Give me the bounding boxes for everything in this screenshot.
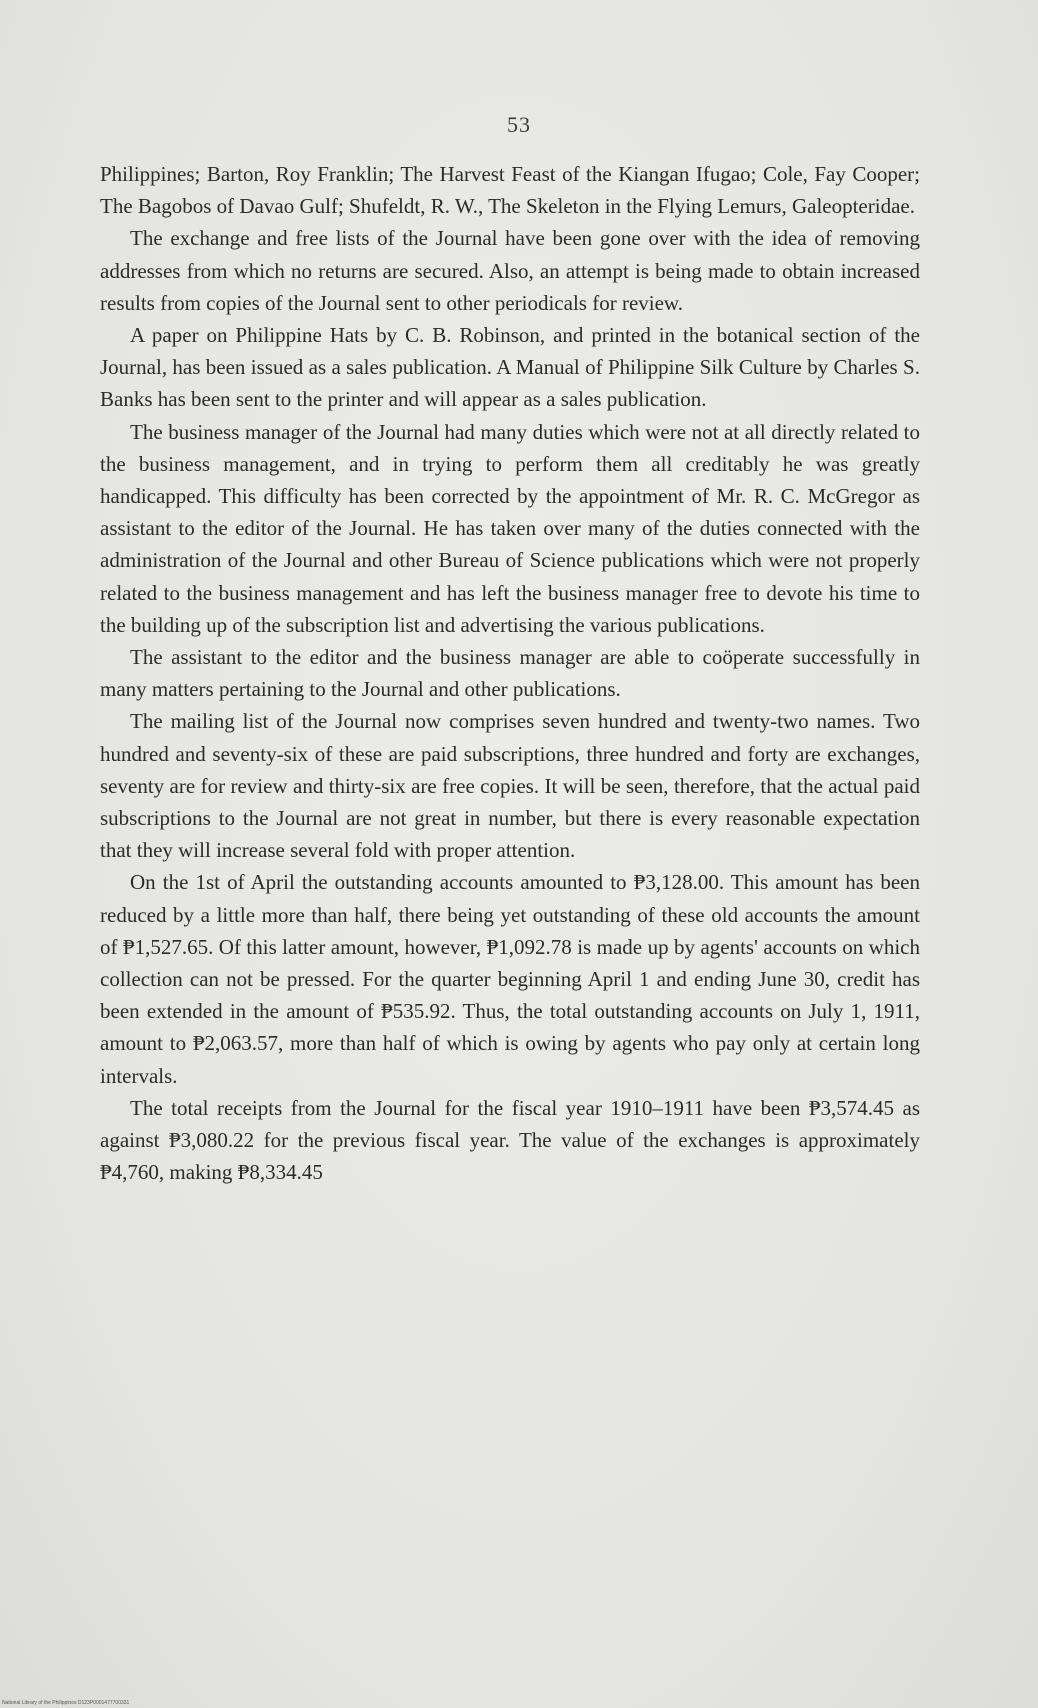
paragraph-6: The mailing list of the Journal now comprises seven hundred and twenty-two names. Two hundred and seventy-six of these are paid subscriptions, three hundred and forty are exchanges, seventy are for review and thirty-six are free copies. It will be seen, therefore, that the actual paid subscriptions to the Journal are not great in number, but there is every reasonable expectation that they will increase several fold with proper attention. bbox=[100, 709, 920, 863]
body-text bbox=[100, 158, 920, 1189]
paragraph-4: The business manager of the Journal had many duties which were not at all directly related to the business management, and in trying to perform them all creditably he was greatly handicapped. This difficulty has been corrected by the appointment of Mr. R. C. McGregor as assistant to the editor of the Journal. He has taken over many of the duties connected with the administration of the Journal and other Bureau of Science publications which were not properly related to the business management and has left the business manager free to devote his time to the building up of the subscription list and advertising the various publications. bbox=[100, 419, 920, 637]
paragraph-8: The total receipts from the Journal for the fiscal year 1910–1911 have been ₱3,574.45 as against ₱3,080.22 for the previous fiscal year. The value of the exchanges is approximately ₱4,760, making ₱8,334.45 bbox=[100, 1095, 920, 1185]
paragraph-2: The exchange and free lists of the Journal have been gone over with the idea of removing addresses from which no returns are secured. Also, an attempt is being made to obtain increased results from copies of the Journal sent to other periodicals for review. bbox=[100, 226, 920, 315]
paragraph-3: A paper on Philippine Hats by C. B. Robinson, and printed in the botanical section of the Journal, has been issued as a sales publication. A Manual of Philippine Silk Culture by Charles S. Banks has been sent to the printer and will appear as a sales publication. bbox=[100, 323, 920, 412]
scan-credit: National Library of the Philippines D123P0001477700331 bbox=[2, 1700, 130, 1706]
paragraph-1: Philippines; Barton, Roy Franklin; The Harvest Feast of the Kiangan Ifugao; Cole, Fay Cooper; The Bagobos of Davao Gulf; Shufeldt, R. W., The Skeleton in the Flying Lemurs, Galeopteridae. bbox=[100, 162, 920, 219]
paragraph-5: The assistant to the editor and the business manager are able to coöperate successfully in many matters pertaining to the Journal and other publications. bbox=[100, 645, 920, 702]
paragraph-7: On the 1st of April the outstanding accounts amounted to ₱3,128.00. This amount has been reduced by a little more than half, there being yet outstanding of these old accounts the amount of ₱1,527.65. Of this latter amount, however, ₱1,092.78 is made up by agents' accounts on which collection can not be pressed. For the quarter beginning April 1 and ending June 30, credit has been extended in the amount of ₱535.92. Thus, the total outstanding accounts on July 1, 1911, amount to ₱2,063.57, more than half of which is owing by agents who pay only at certain long intervals. bbox=[100, 870, 920, 1088]
page-number: 53 bbox=[507, 112, 531, 137]
